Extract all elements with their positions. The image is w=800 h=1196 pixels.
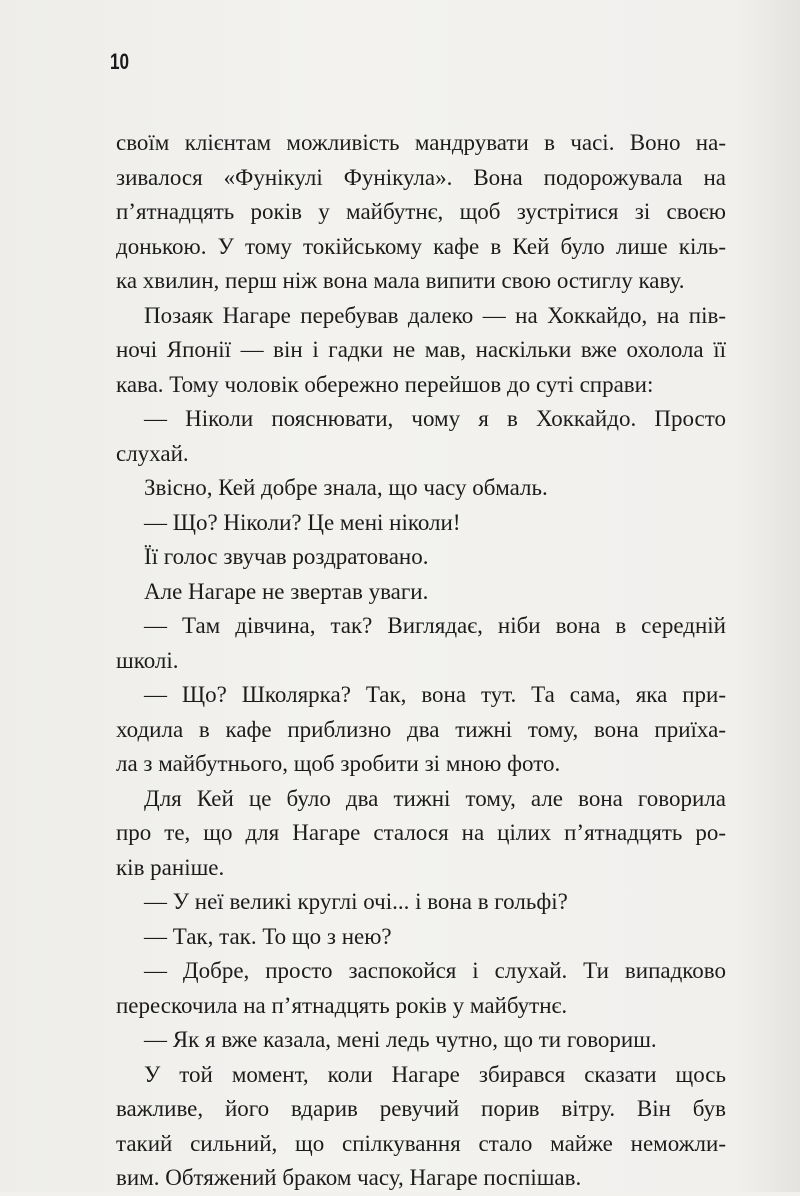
text-line: Але Нагаре не звертав уваги. — [144, 578, 429, 604]
text-line: ла з майбутнього, щоб зробити зі мною фото. — [116, 751, 561, 776]
text-line: — Ніколи пояснювати, чому я в Хоккайдо. Просто — [144, 406, 726, 431]
text-line: кава. Тому чоловік обережно перейшов до суті справи: — [116, 371, 654, 397]
text-line: своїм клієнтам можливість мандрувати в часі. Воно на- — [116, 130, 726, 155]
text-line: вим. Обтяжений браком часу, Нагаре поспішав. — [116, 1165, 582, 1190]
text-line: Її голос звучав роздратовано. — [144, 544, 429, 569]
text-line: донькою. У тому токійському кафе в Кей було лише кіль- — [116, 233, 726, 259]
body-text — [116, 126, 726, 1196]
text-line: слухай. — [116, 440, 189, 466]
page-number: 10 — [110, 49, 130, 74]
text-line: такий сильний, що спілкування стало майже неможли- — [116, 1130, 726, 1156]
text-line: — У неї великі круглі очі... і вона в гольфі? — [144, 889, 568, 914]
text-line: — Що? Школярка? Так, вона тут. Та сама, яка при- — [144, 682, 726, 707]
text-line: перескочила на п’ятнадцять років у майбутнє. — [116, 992, 568, 1018]
text-line: — Що? Ніколи? Це мені ніколи! — [144, 509, 461, 535]
text-line: Звісно, Кей добре знала, що часу обмаль. — [144, 475, 548, 500]
text-line: ків раніше. — [116, 854, 225, 880]
text-line: п’ятнадцять років у майбутнє, щоб зустрітися зі своєю — [116, 199, 726, 224]
text-line: Для Кей це було два тижні тому, але вона говорила — [144, 785, 726, 811]
text-line: Позаяк Нагаре перебував далеко — на Хоккайдо, на пів- — [144, 302, 726, 328]
text-line: ка хвилин, перш ніж вона мала випити свою остиглу каву. — [116, 268, 685, 293]
text-line: — Добре, просто заспокойся і слухай. Ти випадково — [144, 958, 726, 983]
text-line: — Так, так. То що з нею? — [144, 923, 392, 949]
text-line: ночі Японії — він і гадки не мав, наскільки вже охолола її — [116, 337, 726, 362]
text-line: про те, що для Нагаре сталося на цілих п’ятнадцять ро- — [116, 820, 726, 845]
text-line: школі. — [116, 647, 179, 673]
text-line: важливе, його вдарив ревучий порив вітру. Він був — [116, 1096, 726, 1121]
text-line: зивалося «Фунікулі Фунікула». Вона подорожувала на — [116, 164, 726, 190]
text-line: — Як я вже казала, мені ледь чутно, що ти говориш. — [144, 1027, 657, 1052]
text-line: ходила в кафе приблизно два тижні тому, вона приїха- — [116, 716, 726, 742]
text-line: — Там дівчина, так? Виглядає, ніби вона в середній — [144, 613, 726, 638]
text-line: У той момент, коли Нагаре збирався сказати щось — [144, 1061, 726, 1087]
